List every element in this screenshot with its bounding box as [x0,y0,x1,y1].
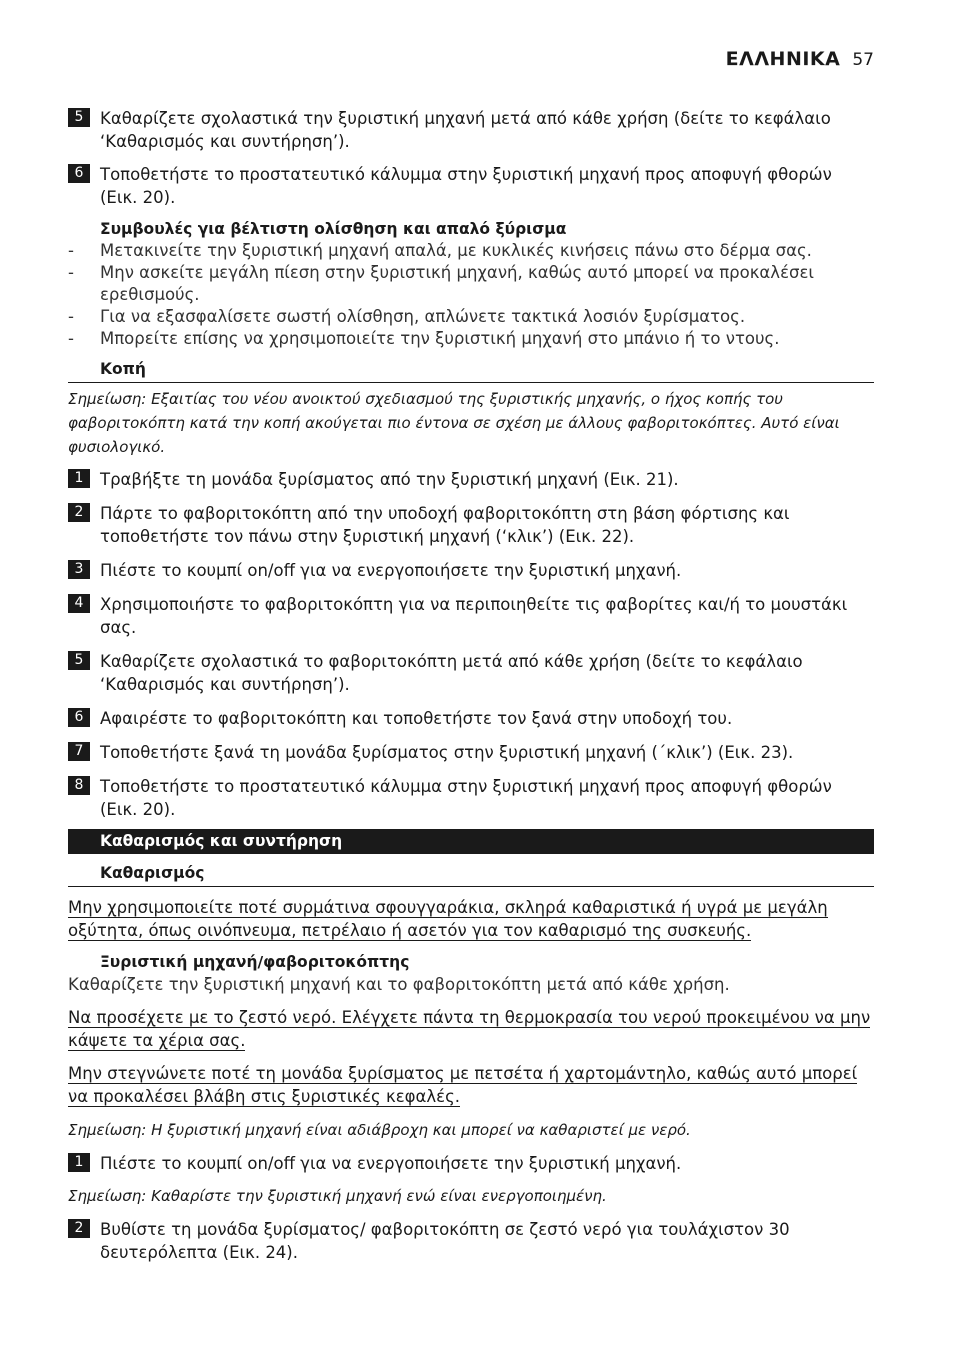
step-number: 5 [68,108,90,127]
step-item [68,107,874,153]
trim-note: Σημείωση: Εξαιτίας του νέου ανοικτού σχεδιασμού της ξυριστικής μηχανής, ο ήχος κοπής του φαβοριτοκόπτη κατά την κοπή ακούγεται πιο έντονα σε σχέση με άλλους φαβοριτοκόπτες. Αυτό είναι φυσιολογικό. [68,390,840,456]
cleaning-heading: Καθαρισμός [68,863,874,887]
list-item: - Μην ασκείτε μεγάλη πίεση στην ξυριστική μηχανή, καθώς αυτό μπορεί να προκαλέσει ερεθισμούς. [68,263,814,304]
tips-heading: Συμβουλές για βέλτιστη ολίσθηση και απαλό ξύρισμα [100,220,567,238]
note-text: Σημείωση: Η ξυριστική μηχανή είναι αδιάβροχη και μπορεί να καθαριστεί με νερό. [68,1121,691,1139]
note-text: Σημείωση: Καθαρίστε την ξυριστική μηχανή ενώ είναι ενεργοποιημένη. [68,1187,607,1205]
page-number: 57 [852,50,874,70]
step-item: 4 Χρησιμοποιήστε το φαβοριτοκόπτη για να περιποιηθείτε τις φαβορίτες και/ή το μουστάκι σας. [68,593,874,639]
step-text: Τοποθετήστε το προστατευτικό κάλυμμα στην ξυριστική μηχανή προς αποφυγή φθορών (Εικ. 20). [100,165,832,207]
step-item: 3 Πιέστε το κουμπί on/off για να ενεργοποιήσετε την ξυριστική μηχανή. [68,559,874,582]
step-item: 6 Αφαιρέστε το φαβοριτοκόπτη και τοποθετήστε τον ξανά στην υποδοχή του. [68,707,874,730]
page-content [68,107,874,1264]
step-item: 2 Πάρτε το φαβοριτοκόπτη από την υποδοχή φαβοριτοκόπτη στη βάση φόρτισης και τοποθετήστε τον πάνω στην ξυριστική μηχανή (‘κλικ’) (Εικ. 22). [68,502,874,548]
step-text: Καθαρίζετε σχολαστικά την ξυριστική μηχανή μετά από κάθε χρήση (δείτε το κεφάλαιο ‘Καθαρισμός και συντήρηση’). [100,109,831,151]
step-item: 1 Πιέστε το κουμπί on/off για να ενεργοποιήσετε την ξυριστική μηχανή. [68,1152,874,1175]
list-item: - Μπορείτε επίσης να χρησιμοποιείτε την ξυριστική μηχανή στο μπάνιο ή το ντους. [68,329,780,348]
intro-text: Καθαρίζετε την ξυριστική μηχανή και το φαβοριτοκόπτη μετά από κάθε χρήση. [68,975,730,994]
step-item: 7 Τοποθετήστε ξανά τη μονάδα ξυρίσματος στην ξυριστική μηχανή (΄κλικ’) (Εικ. 23). [68,741,874,764]
page-header [726,48,874,70]
step-item: 1 Τραβήξτε τη μονάδα ξυρίσματος από την ξυριστική μηχανή (Εικ. 21). [68,468,874,491]
warning-text: Μην στεγνώνετε ποτέ τη μονάδα ξυρίσματος με πετσέτα ή χαρτομάντηλο, καθώς αυτό μπορεί να προκαλέσει βλάβη στις ξυριστικές κεφαλές. [68,1064,858,1106]
warning-text: Μην χρησιμοποιείτε ποτέ συρμάτινα σφουγγαράκια, σκληρά καθαριστικά ή υγρά με μεγάλη οξύτητα, όπως οινόπνευμα, πετρέλαιο ή ασετόν για τον καθαρισμό της συσκευής. [68,898,828,940]
subheading: Ξυριστική μηχανή/φαβοριτοκόπτης [100,953,410,971]
step-item: 5 Καθαρίζετε σχολαστικά το φαβοριτοκόπτη μετά από κάθε χρήση (δείτε το κεφάλαιο ‘Καθαρισμός και συντήρηση’). [68,650,874,696]
step-number: 6 [68,164,90,183]
list-item: - Μετακινείτε την ξυριστική μηχανή απαλά, με κυκλικές κινήσεις πάνω στο δέρμα σας. [68,241,812,260]
step-item [68,163,874,209]
language-label: ΕΛΛΗΝΙΚΑ [725,48,841,70]
list-item: - Για να εξασφαλίσετε σωστή ολίσθηση, απλώνετε τακτικά λοσιόν ξυρίσματος. [68,307,746,326]
step-item: 8 Τοποθετήστε το προστατευτικό κάλυμμα στην ξυριστική μηχανή προς αποφυγή φθορών (Εικ. 20). [68,775,874,821]
step-item: 2 Βυθίστε τη μονάδα ξυρίσματος/ φαβοριτοκόπτη σε ζεστό νερό για τουλάχιστον 30 δευτερόλεπτα (Εικ. 24). [68,1218,874,1264]
section-bar: Καθαρισμός και συντήρηση [68,829,874,854]
trim-heading: Κοπή [68,359,874,383]
warning-text: Να προσέχετε με το ζεστό νερό. Ελέγχετε πάντα τη θερμοκρασία του νερού προκειμένου να μην κάψετε τα χέρια σας. [68,1008,871,1050]
